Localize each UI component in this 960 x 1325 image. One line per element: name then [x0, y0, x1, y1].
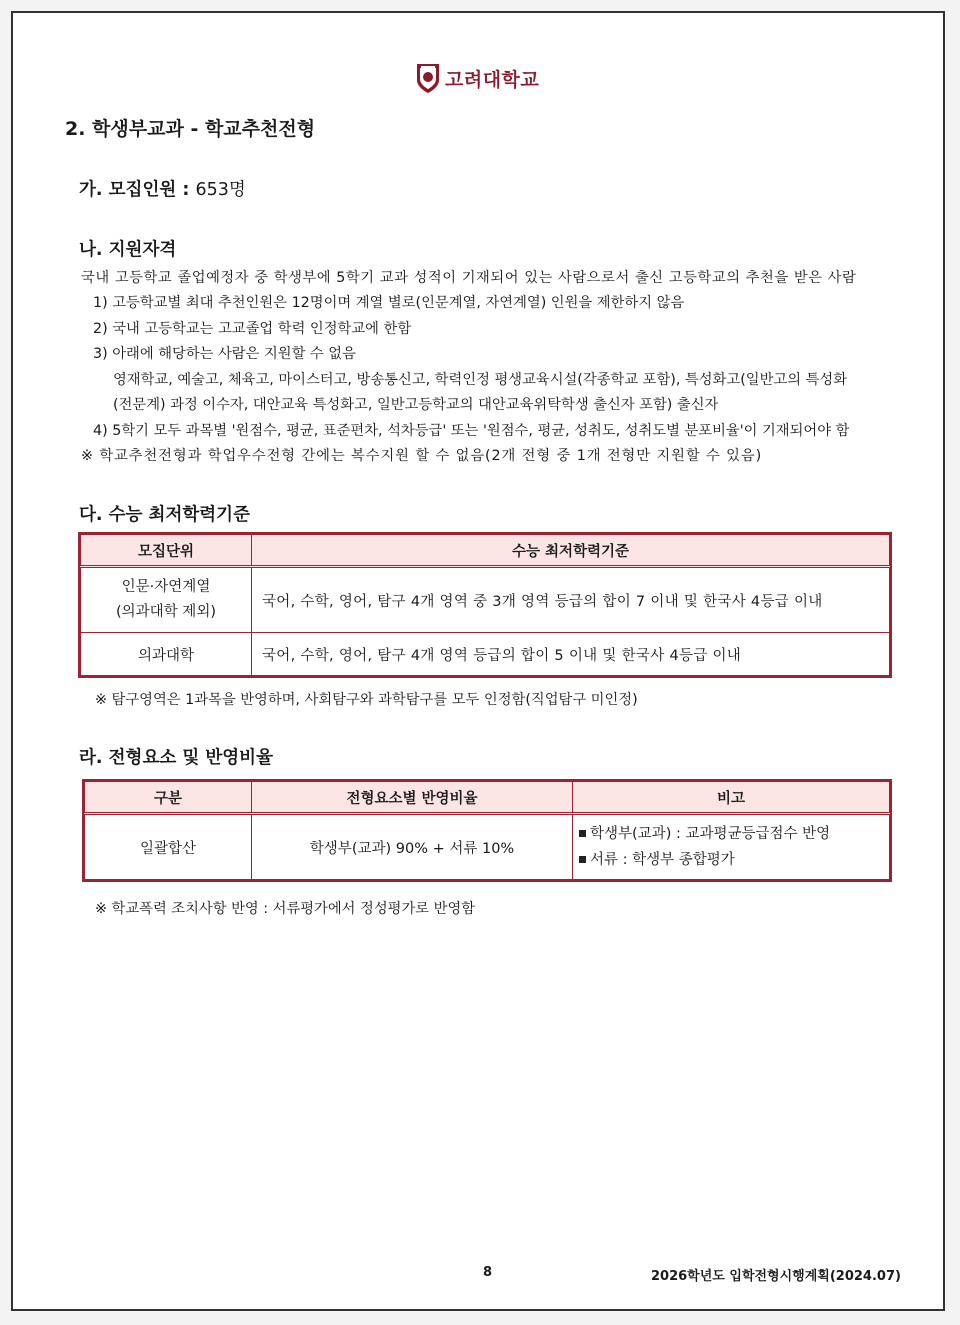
- criteria-cell: 국어, 수학, 영어, 탐구 4개 영역 등급의 합이 5 이내 및 한국사 4등급 이내: [252, 633, 890, 676]
- unit-cell: 의과대학: [81, 633, 252, 676]
- qualification-heading: 나. 지원자격: [79, 240, 177, 260]
- elements-col-remarks: 비고: [573, 782, 890, 814]
- section-title: 2. 학생부교과 - 학교추천전형: [65, 118, 316, 140]
- csat-heading: 다. 수능 최저학력기준: [79, 505, 250, 525]
- csat-col-criteria: 수능 최저학력기준: [252, 535, 890, 567]
- page-number: 8: [483, 1265, 493, 1280]
- qualification-line: 3) 아래에 해당하는 사람은 지원할 수 없음: [93, 346, 356, 362]
- qualification-line: 2) 국내 고등학교는 고교졸업 학력 인정학교에 한함: [93, 321, 412, 337]
- unit-line: 인문·자연계열: [121, 579, 211, 595]
- qualification-line: 영재학교, 예술고, 체육고, 마이스터고, 방송통신고, 학력인정 평생교육시설(각종학교 포함), 특성화고(일반고의 특성화: [113, 372, 848, 388]
- crest-icon: [415, 62, 441, 94]
- table-row: [81, 633, 890, 676]
- document-page: [11, 11, 945, 1311]
- remarks-cell: [573, 814, 890, 880]
- recruit-value: 653명: [195, 180, 246, 200]
- square-bullet-icon: [579, 856, 586, 863]
- recruit-label: 가. 모집인원 :: [79, 180, 190, 200]
- qualification-line: 1) 고등학교별 최대 추천인원은 12명이며 계열 별로(인문계열, 자연계열) 인원을 제한하지 않음: [93, 295, 685, 311]
- unit-cell: [81, 567, 252, 633]
- qualification-line: 4) 5학기 모두 과목별 '원점수, 평균, 표준편차, 석차등급' 또는 '원점수, 평균, 성취도, 성취도별 분포비율'이 기재되어야 함: [93, 423, 850, 439]
- remark-item: [579, 821, 879, 847]
- elements-table: [84, 781, 890, 880]
- qualification-note: ※ 학교추천전형과 학업우수전형 간에는 복수지원 할 수 없음(2개 전형 중 1개 전형만 지원할 수 있음): [81, 448, 763, 464]
- recruit-heading: [79, 176, 246, 201]
- qualification-line: 국내 고등학교 졸업예정자 중 학생부에 5학기 교과 성적이 기재되어 있는 사람으로서 출신 고등학교의 추천을 받은 사람: [81, 270, 857, 286]
- csat-table: [80, 534, 890, 676]
- ratio-cell: 학생부(교과) 90% + 서류 10%: [252, 814, 573, 880]
- qualification-line: (전문계) 과정 이수자, 대안교육 특성화고, 일반고등학교의 대안교육위탁학생 출신자 포함) 출신자: [113, 397, 719, 413]
- remark-text: 학생부(교과) : 교과평균등급점수 반영: [590, 826, 831, 842]
- university-logo: [415, 62, 539, 94]
- remark-text: 서류 : 학생부 종합평가: [590, 852, 735, 868]
- type-cell: 일괄합산: [85, 814, 252, 880]
- footer-doc-title: 2026학년도 입학전형시행계획(2024.07): [651, 1269, 901, 1284]
- table-row: [81, 567, 890, 633]
- logo-text: 고려대학교: [445, 68, 540, 91]
- csat-note: ※ 탐구영역은 1과목을 반영하며, 사회탐구와 과학탐구를 모두 인정함(직업탐구 미인정): [95, 692, 638, 708]
- unit-line: (의과대학 제외): [116, 604, 216, 620]
- remark-item: [579, 847, 879, 873]
- elements-col-type: 구분: [85, 782, 252, 814]
- square-bullet-icon: [579, 830, 586, 837]
- table-row: [85, 814, 890, 880]
- csat-col-unit: 모집단위: [81, 535, 252, 567]
- elements-col-ratio: 전형요소별 반영비율: [252, 782, 573, 814]
- elements-heading: 라. 전형요소 및 반영비율: [79, 748, 273, 768]
- criteria-cell: 국어, 수학, 영어, 탐구 4개 영역 중 3개 영역 등급의 합이 7 이내 및 한국사 4등급 이내: [252, 567, 890, 633]
- elements-note: ※ 학교폭력 조치사항 반영 : 서류평가에서 정성평가로 반영함: [95, 901, 476, 917]
